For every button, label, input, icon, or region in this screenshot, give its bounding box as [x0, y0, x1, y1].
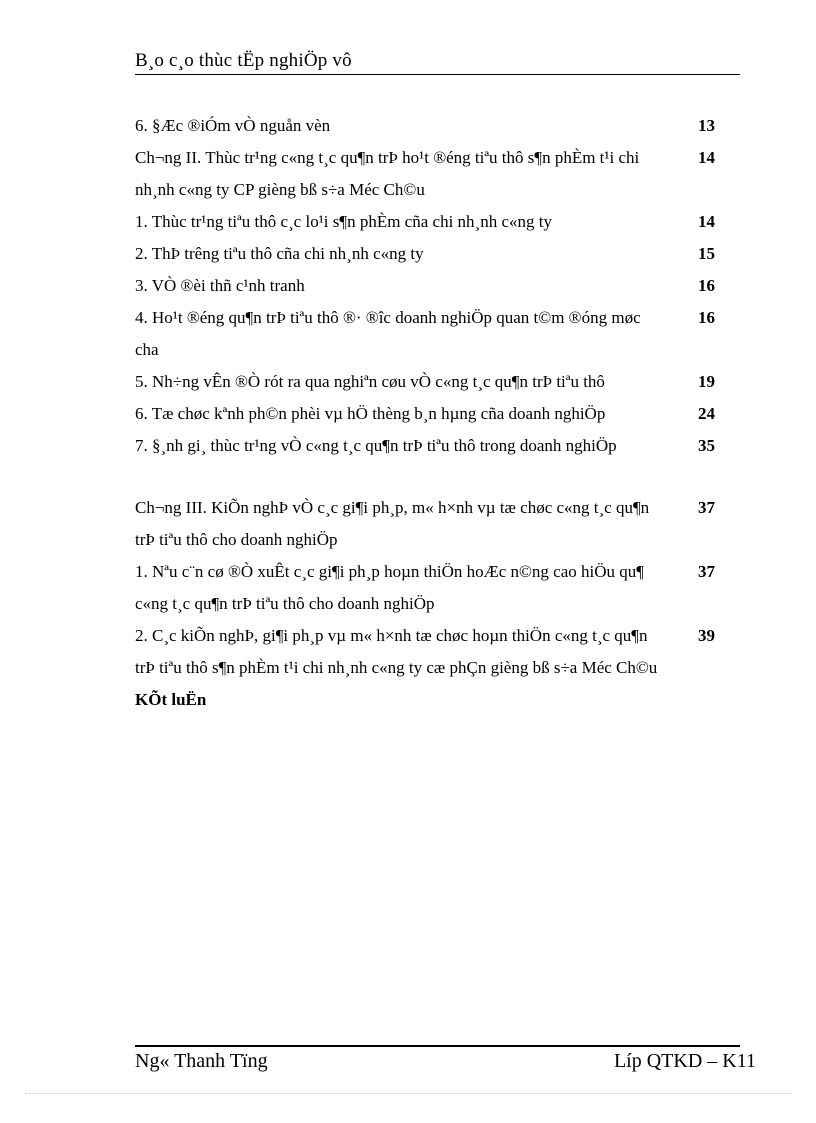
toc-entry	[135, 206, 745, 238]
footer-author: Ng« Thanh Tïng	[135, 1050, 268, 1072]
toc-entry	[135, 430, 745, 462]
toc-entry	[135, 238, 745, 270]
toc-entry	[135, 398, 745, 430]
toc-entry-text: 2. ThÞ trêng tiªu thô cña chi nh¸nh c«ng ty	[135, 244, 424, 263]
toc-entry-page: 35	[698, 436, 715, 455]
toc-entry-text: KÕt luËn	[135, 690, 207, 709]
toc-entry-conclusion	[135, 684, 745, 716]
toc-entry-text: 4. Ho¹t ®éng qu¶n trÞ tiªu thô ®· ®îc doanh nghiÖp quan t©m ®óng møc cha	[135, 308, 641, 359]
toc-entry-page: 13	[698, 116, 715, 135]
toc-entry-text: 1. Thùc tr¹ng tiªu thô c¸c lo¹i s¶n phÈm cña chi nh¸nh c«ng ty	[135, 212, 552, 231]
header-title: B¸o c¸o thùc tËp nghiÖp vô	[135, 50, 352, 71]
toc-entry	[135, 110, 745, 142]
toc-entry-text: 3. VÒ ®èi thñ c¹nh tranh	[135, 276, 305, 295]
toc-entry-page: 14	[698, 148, 715, 167]
toc-entry-page: 16	[698, 308, 715, 327]
toc-entry-text: 6. §Æc ®iÓm vÒ nguån vèn	[135, 116, 331, 135]
section-gap	[135, 462, 745, 492]
table-of-contents	[135, 110, 745, 716]
toc-entry-page: 19	[698, 372, 715, 391]
toc-entry-text: 1. Nªu c¨n cø ®Ò xuÊt c¸c gi¶i ph¸p hoµn thiÖn hoÆc n©ng cao hiÖu qu¶ c«ng t¸c qu¶n trÞ tiªu thô cho doanh nghiÖp	[135, 562, 644, 613]
toc-entry-page: 37	[698, 498, 715, 517]
toc-entry-page: 15	[698, 244, 715, 263]
toc-entry-page: 16	[698, 276, 715, 295]
toc-entry	[135, 302, 745, 366]
toc-entry	[135, 492, 745, 556]
footer-divider	[135, 1045, 740, 1047]
toc-entry-text: Ch¬ng III. KiÕn nghÞ vÒ c¸c gi¶i ph¸p, m« h×nh vµ tæ chøc c«ng t¸c qu¶n trÞ tiªu thô cho doanh nghiÖp	[135, 498, 650, 549]
toc-entry-page: 24	[698, 404, 715, 423]
toc-entry	[135, 620, 745, 684]
toc-entry-text: 7. §¸nh gi¸ thùc tr¹ng vÒ c«ng t¸c qu¶n trÞ tiªu thô trong doanh nghiÖp	[135, 436, 617, 455]
toc-entry-page: 37	[698, 562, 715, 581]
toc-entry-text: 2. C¸c kiÕn nghÞ, gi¶i ph¸p vµ m« h×nh tæ chøc hoµn thiÖn c«ng t¸c qu¶n trÞ tiªu thô s¶n phÈm t¹i chi nh¸nh c«ng ty cæ phÇn gièng bß s÷a Méc Ch©u	[135, 626, 658, 677]
toc-entry-page: 14	[698, 212, 715, 231]
toc-entry	[135, 366, 745, 398]
toc-entry	[135, 142, 745, 206]
toc-entry	[135, 556, 745, 620]
footer-class: Líp QTKD – K11	[613, 1050, 756, 1072]
page-bottom-dotted-line	[25, 1093, 791, 1094]
toc-entry	[135, 270, 745, 302]
toc-entry-text: Ch¬ng II. Thùc tr¹ng c«ng t¸c qu¶n trÞ ho¹t ®éng tiªu thô s¶n phÈm t¹i chi nh¸nh c«ng ty CP gièng bß s÷a Méc Ch©u	[135, 148, 640, 199]
toc-entry-page: 39	[698, 626, 715, 645]
toc-entry-text: 5. Nh÷ng vÊn ®Ò rót ra qua nghiªn cøu vÒ c«ng t¸c qu¶n trÞ tiªu thô	[135, 372, 605, 391]
page-header	[135, 48, 740, 75]
toc-entry-text: 6. Tæ chøc kªnh ph©n phèi vµ hÖ thèng b¸n hµng cña doanh nghiÖp	[135, 404, 606, 423]
